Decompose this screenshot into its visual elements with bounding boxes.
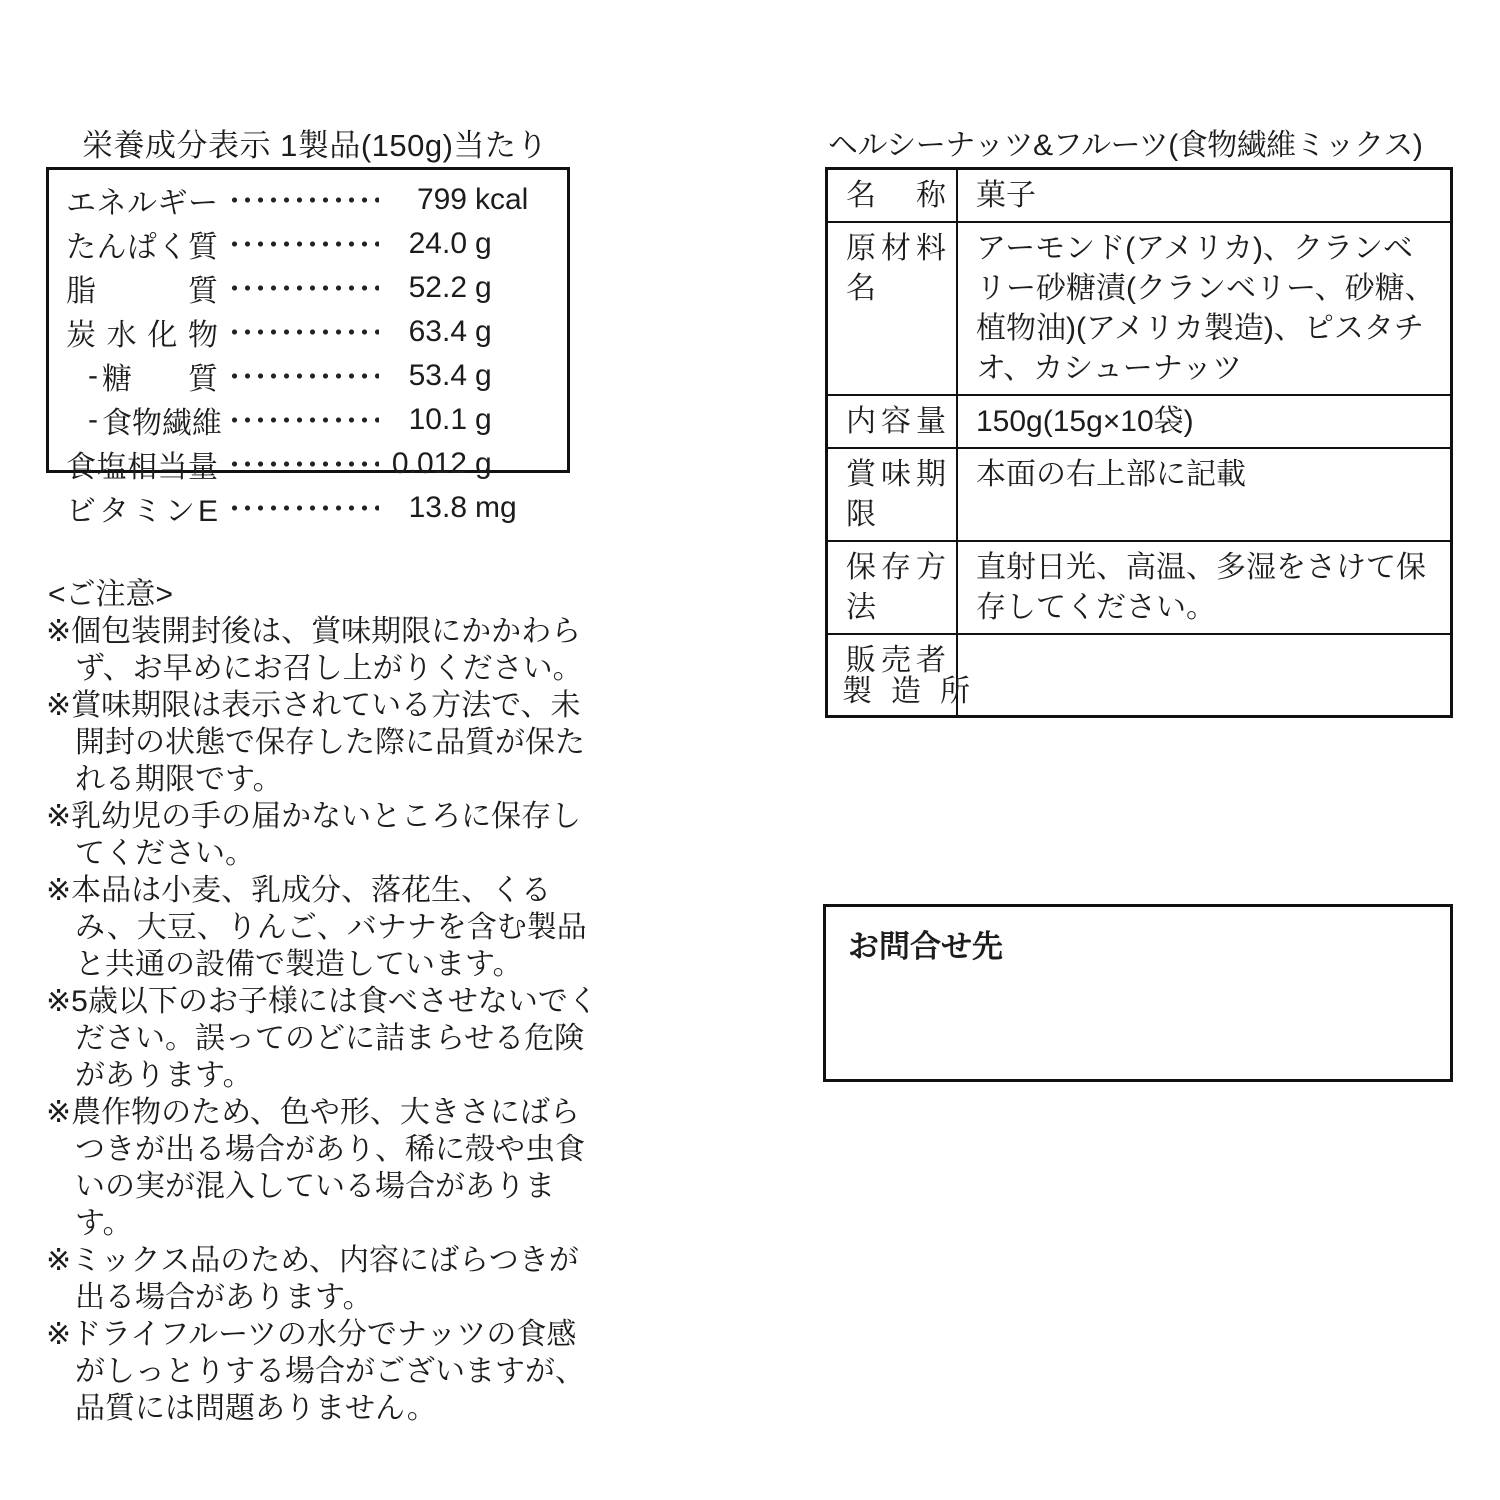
row-value: 菓子 — [976, 179, 1036, 212]
contact-box — [823, 904, 1453, 1082]
hyphen-prefix: - — [88, 359, 98, 392]
row-value: 直射日光、高温、多湿をさけて保存してください。 — [976, 551, 1426, 624]
nutrient-value: 13.8 — [408, 491, 467, 524]
nutrition-row-carbohydrate — [66, 310, 551, 354]
dot-leader — [228, 222, 379, 266]
notice-item: ※個包装開封後は、賞味期限にかかわらず、お早めにお召し上がりください。 — [46, 615, 583, 685]
dot-leader — [228, 486, 379, 530]
product-info-table — [825, 167, 1453, 718]
nutrient-label: エネルギー — [66, 187, 218, 220]
dot-leader — [228, 266, 379, 310]
product-title: ヘルシーナッツ&フルーツ(食物繊維ミックス) — [828, 129, 1423, 162]
table-row-best-before — [828, 449, 1450, 542]
notice-item: ※ミックス品のため、内容にばらつきが出る場合があります。 — [46, 1244, 579, 1314]
table-row-net-content — [828, 396, 1450, 449]
nutrient-label: 糖質 — [102, 363, 218, 396]
dot-leader — [228, 178, 379, 222]
nutrient-label: 食塩相当量 — [66, 451, 218, 484]
nutrient-value: 10.1 — [408, 403, 467, 436]
row-label-text: 内容量 — [846, 405, 946, 438]
row-label-text: 販売者 — [846, 644, 946, 677]
row-label — [828, 542, 958, 633]
nutrient-label: 食物繊維 — [102, 407, 222, 440]
table-row-ingredients — [828, 223, 1450, 396]
nutrient-unit: g — [475, 227, 492, 260]
nutrient-unit: kcal — [475, 183, 529, 216]
nutrient-value: 0.012 — [391, 447, 467, 480]
nutrition-row-protein — [66, 222, 551, 266]
nutrition-row-sugar — [66, 354, 551, 398]
nutrient-unit: g — [475, 403, 492, 436]
caution-section — [46, 576, 598, 1427]
dot-leader — [228, 310, 379, 354]
row-label-text: 名称 — [846, 179, 946, 212]
nutrient-label: ビタミンE — [66, 495, 218, 528]
nutrient-value: 52.2 — [408, 271, 467, 304]
manufacturer-label: 製造所 — [842, 675, 970, 708]
notice-item: ※ドライフルーツの水分でナッツの食感がしっとりする場合がございますが、品質には問題ありません。 — [46, 1318, 585, 1425]
nutrient-label: たんぱく質 — [66, 231, 218, 264]
nutrient-unit: mg — [475, 491, 517, 524]
nutrient-label: 炭水化物 — [66, 319, 218, 352]
nutrition-table — [46, 167, 570, 528]
nutrient-value: 53.4 — [408, 359, 467, 392]
nutrient-unit: g — [475, 315, 492, 348]
nutrient-unit: g — [475, 447, 492, 480]
notice-item: ※本品は小麦、乳成分、落花生、くるみ、大豆、りんご、バナナを含む製品と共通の設備で製造しています。 — [46, 874, 587, 981]
notice-item: ※乳幼児の手の届かないところに保存してください。 — [46, 800, 582, 870]
row-label — [828, 449, 958, 540]
hyphen-prefix: - — [88, 403, 98, 436]
dot-leader — [228, 398, 379, 442]
notice-item: ※5歳以下のお子様には食べさせないでください。誤ってのどに詰まらせる危険があります。 — [46, 985, 598, 1092]
dot-leader — [228, 354, 379, 398]
nutrient-label: 脂質 — [66, 275, 218, 308]
nutrition-row-salt — [66, 442, 551, 486]
nutrient-value: 24.0 — [408, 227, 467, 260]
row-value: アーモンド(アメリカ)、クランベリー砂糖漬(クランベリー、砂糖、植物油)(アメリカ製造)、ピスタチオ、カシューナッツ — [976, 232, 1435, 385]
notice-item: ※農作物のため、色や形、大きさにばらつきが出る場合があり、稀に殻や虫食いの実が混入している場合があります。 — [46, 1096, 585, 1240]
row-label — [828, 396, 958, 447]
row-value: 150g(15g×10袋) — [976, 405, 1194, 438]
caution-heading: <ご注意> — [48, 578, 174, 611]
row-label-text: 原材料名 — [846, 232, 946, 305]
nutrition-row-vitamin-e — [66, 486, 551, 530]
row-label-text: 賞味期限 — [846, 458, 946, 531]
row-label-text: 保存方法 — [846, 551, 946, 624]
nutrient-value: 63.4 — [408, 315, 467, 348]
notice-item: ※賞味期限は表示されている方法で、未開封の状態で保存した際に品質が保たれる期限です。 — [46, 689, 585, 796]
table-row-storage — [828, 542, 1450, 635]
row-label — [828, 170, 958, 221]
nutrient-unit: g — [475, 359, 492, 392]
nutrition-row-fat — [66, 266, 551, 310]
row-value — [958, 635, 1450, 715]
nutrition-row-fiber — [66, 398, 551, 442]
dot-leader — [228, 442, 379, 486]
table-row-name — [828, 170, 1450, 223]
nutrient-unit: g — [475, 271, 492, 304]
nutrition-title: 栄養成分表示 1製品(150g)当たり — [82, 128, 548, 163]
nutrition-row-energy — [66, 178, 551, 222]
contact-label: お問合せ先 — [848, 929, 1003, 964]
row-label — [828, 223, 958, 394]
row-value: 本面の右上部に記載 — [976, 458, 1246, 491]
nutrient-value: 799 — [416, 183, 467, 216]
